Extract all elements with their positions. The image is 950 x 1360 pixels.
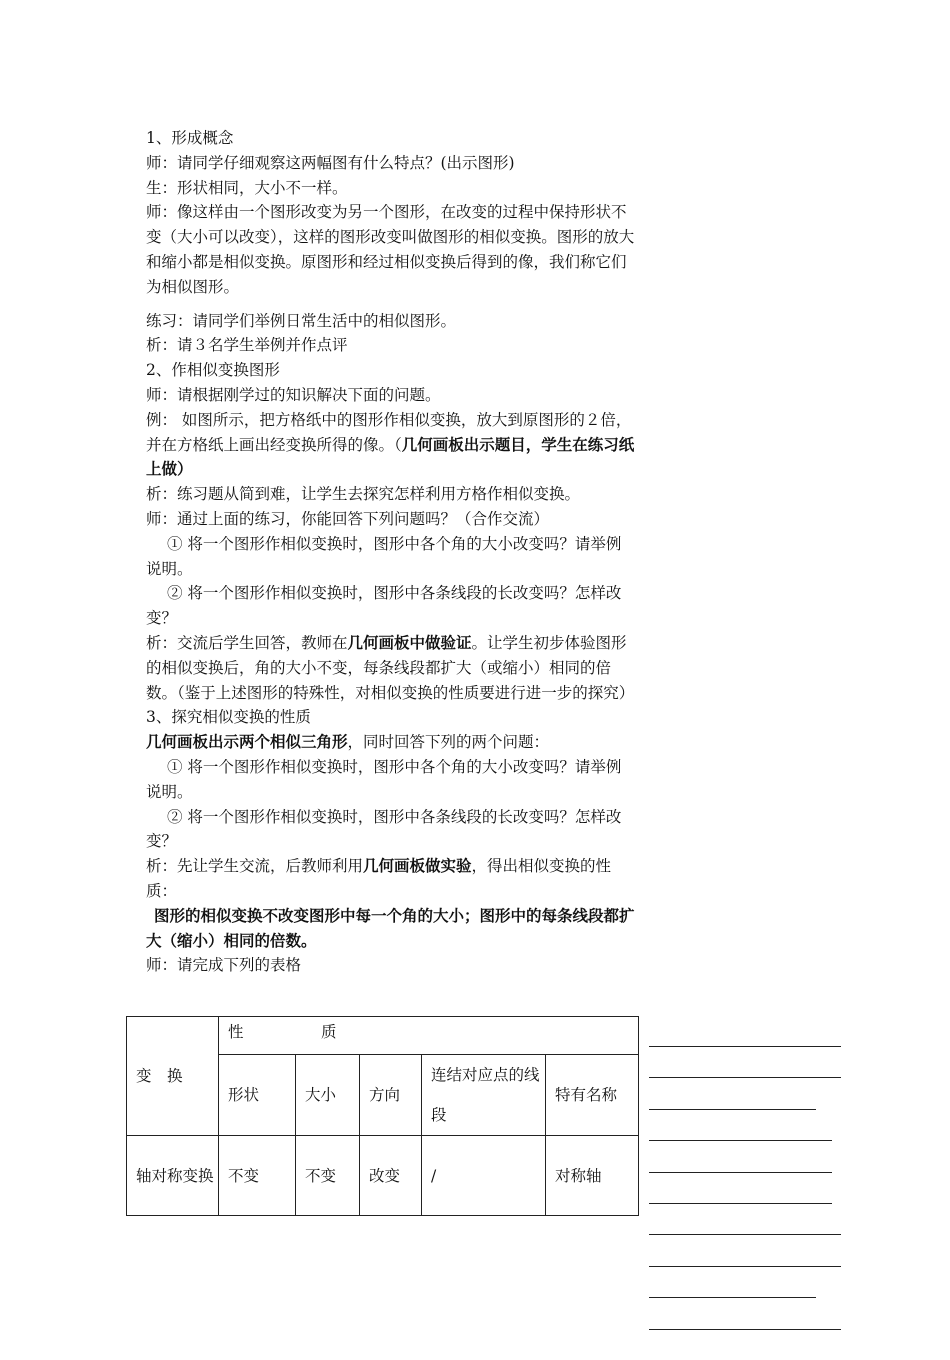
note-line [649, 1077, 841, 1078]
property-statement [146, 904, 636, 954]
note-line [649, 1046, 841, 1047]
col-direction: 方向 [360, 1055, 422, 1136]
note-line [649, 1109, 816, 1110]
analysis2-text-b: ，得出相似变换的性质： [146, 857, 612, 900]
note-line [649, 1203, 832, 1204]
analysis-line: 析：练习题从简到难，让学生去探究怎样利用方格作相似变换。 [146, 485, 581, 504]
cell-shape: 不变 [219, 1136, 296, 1216]
analysis-text-b: 。让学生初步体验图形的相似变换后，角的大小不变，每条线段都扩大（或缩小）相同的倍数。（鉴于上述图形的特殊性，对相似变换的性质要进行进一步的探究） [146, 633, 635, 702]
teacher-line: 师：请根据刚学过的知识解决下面的问题。 [146, 385, 441, 404]
question-1: ① 将一个图形作相似变换时，图形中各个角的大小改变吗？请举例说明。 [146, 534, 622, 578]
row-axis-symmetry: 轴对称变换 [127, 1136, 219, 1216]
analysis-paragraph [146, 631, 636, 705]
teacher-definition: 师：像这样由一个图形改变为另一个图形，在改变的过程中保持形状不变（大小可以改变），这样的图形改变叫做图形的相似变换。图形的放大和缩小都是相似变换。原图形和经过相似变换后得到的像，我们称它们为相似图形。 [146, 203, 635, 296]
note-line [649, 1297, 816, 1298]
analysis-line: 析：请３名学生举例并作点评 [146, 336, 348, 355]
lesson-text [146, 126, 636, 978]
header-properties: 性 质 [219, 1017, 639, 1055]
cell-size: 不变 [296, 1136, 360, 1216]
question-1: ① 将一个图形作相似变换时，图形中各个角的大小改变吗？请举例说明。 [146, 757, 622, 801]
section-heading-2: 2、作相似变换图形 [146, 361, 280, 380]
cell-direction: 改变 [360, 1136, 422, 1216]
section-heading-1: 1、形成概念 [146, 129, 234, 147]
col-special-name: 特有名称 [546, 1055, 639, 1136]
note-line [649, 1172, 832, 1173]
header-transform: 变 换 [127, 1017, 219, 1136]
note-line [649, 1266, 841, 1267]
teacher-line: 师：请同学仔细观察这两幅图有什么特点？(出示图形) [146, 153, 515, 172]
note-lines [649, 1046, 841, 1360]
example-paragraph [146, 408, 636, 482]
teacher-line: 师：通过上面的练习，你能回答下列问题吗？（合作交流） [146, 509, 550, 528]
col-connecting-segments: 连结对应点的线段 [422, 1055, 546, 1136]
question-2: ② 将一个图形作相似变换时，图形中各条线段的长改变吗？怎样改变？ [146, 584, 622, 628]
note-line [649, 1329, 841, 1330]
student-line: 生：形状相同，大小不一样。 [146, 178, 348, 197]
col-size: 大小 [296, 1055, 360, 1136]
property-bold: 图形的相似变换不改变图形中每一个角的大小；图形中的每条线段都扩大（缩小）相同的倍数。 [146, 905, 635, 950]
example-text: 例： 如图所示，把方格纸中的图形作相似变换，放大到原图形的２倍，并在方格纸上画出经变换所得的像。（ [146, 410, 632, 454]
analysis2-text-a: 析：先让学生交流，后教师利用 [146, 857, 364, 876]
analysis2-bold: 几何画板做实验 [363, 856, 472, 876]
demo-paragraph [146, 730, 636, 755]
col-shape: 形状 [219, 1055, 296, 1136]
analysis-text-a: 析：交流后学生回答，教师在 [146, 633, 348, 652]
transform-properties-table [126, 1016, 639, 1216]
note-line [649, 1234, 841, 1235]
analysis-bold: 几何画板中做验证 [347, 632, 472, 652]
demo-bold: 几何画板出示两个相似三角形 [146, 732, 348, 752]
teacher-line: 师：请完成下列的表格 [146, 956, 302, 975]
question-2: ② 将一个图形作相似变换时，图形中各条线段的长改变吗？怎样改变？ [146, 807, 622, 851]
demo-text: ，同时回答下列的两个问题： [347, 733, 550, 752]
note-line [649, 1140, 832, 1141]
exercise-line: 练习：请同学们举例日常生活中的相似图形。 [146, 311, 457, 330]
example-bold-note: 几何画板出示题目，学生在练习纸上做） [146, 434, 635, 479]
analysis-paragraph-2 [146, 854, 636, 904]
section-heading-3: 3、探究相似变换的性质 [146, 708, 311, 727]
cell-special-name: 对称轴 [546, 1136, 639, 1216]
cell-segments: / [422, 1136, 546, 1216]
